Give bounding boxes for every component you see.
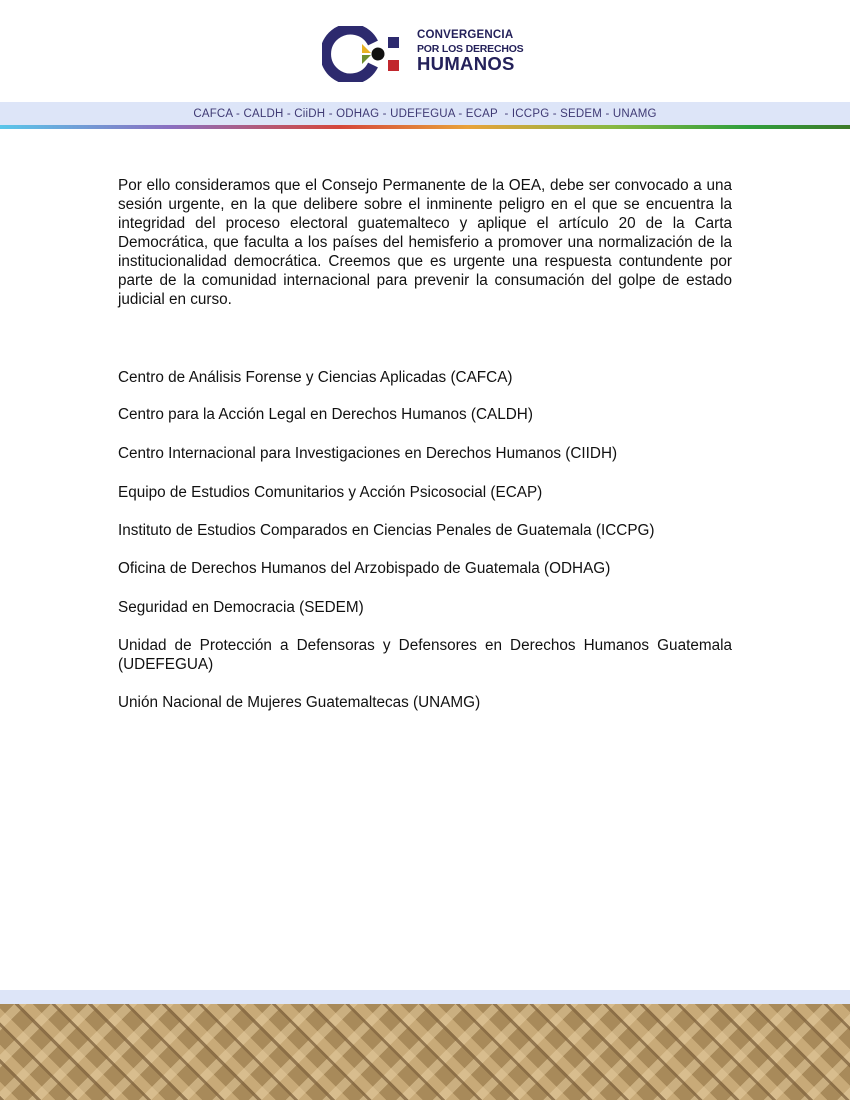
members-band xyxy=(0,102,850,125)
logo-wordmark xyxy=(417,30,523,74)
rainbow-divider xyxy=(0,125,850,129)
organization-item: Unión Nacional de Mujeres Guatemaltecas (UNAMG) xyxy=(118,694,481,711)
logo-line-1: CONVERGENCIA xyxy=(417,29,514,41)
convergencia-logo-mark xyxy=(322,26,417,82)
organization-item: Unidad de Protección a Defensoras y Defensores en Derechos Humanos Guatemala (UDEFEGUA) xyxy=(118,637,732,673)
organization-item: Equipo de Estudios Comunitarios y Acción Psicosocial (ECAP) xyxy=(118,484,543,501)
organization-item: Centro Internacional para Investigaciones en Derechos Humanos (CIIDH) xyxy=(118,445,618,462)
organization-item: Seguridad en Democracia (SEDEM) xyxy=(118,599,364,616)
organization-item: Centro de Análisis Forense y Ciencias Aplicadas (CAFCA) xyxy=(118,369,513,386)
footer-woven-texture xyxy=(0,1004,850,1100)
convergencia-logo xyxy=(322,26,532,82)
footer-band xyxy=(0,990,850,1004)
organization-item: Centro para la Acción Legal en Derechos Humanos (CALDH) xyxy=(118,406,533,423)
logo-line-2: POR LOS DERECHOS xyxy=(417,42,524,55)
organization-item: Oficina de Derechos Humanos del Arzobispado de Guatemala (ODHAG) xyxy=(118,560,611,577)
organization-item: Instituto de Estudios Comparados en Ciencias Penales de Guatemala (ICCPG) xyxy=(118,522,655,539)
members-band-text: CAFCA - CALDH - CiiDH - ODHAG - UDEFEGUA - ECAP - ICCPG - SEDEM - UNAMG xyxy=(193,108,657,120)
logo-line-3: HUMANOS xyxy=(417,53,515,74)
body-paragraph: Por ello consideramos que el Consejo Permanente de la OEA, debe ser convocado a una sesión urgente, en la que delibere sobre el inminente peligro en el que se encuentra la integridad del proceso electoral guatemalteco y aplique el artículo 20 de la Carta Democrática, que faculta a los países del hemisferio a promover una normalización de la institucionalidad democrática. Creemos que es urgente una respuesta contundente por parte de la comunidad internacional para prevenir la consumación del golpe de estado judicial en curso. xyxy=(118,177,732,308)
